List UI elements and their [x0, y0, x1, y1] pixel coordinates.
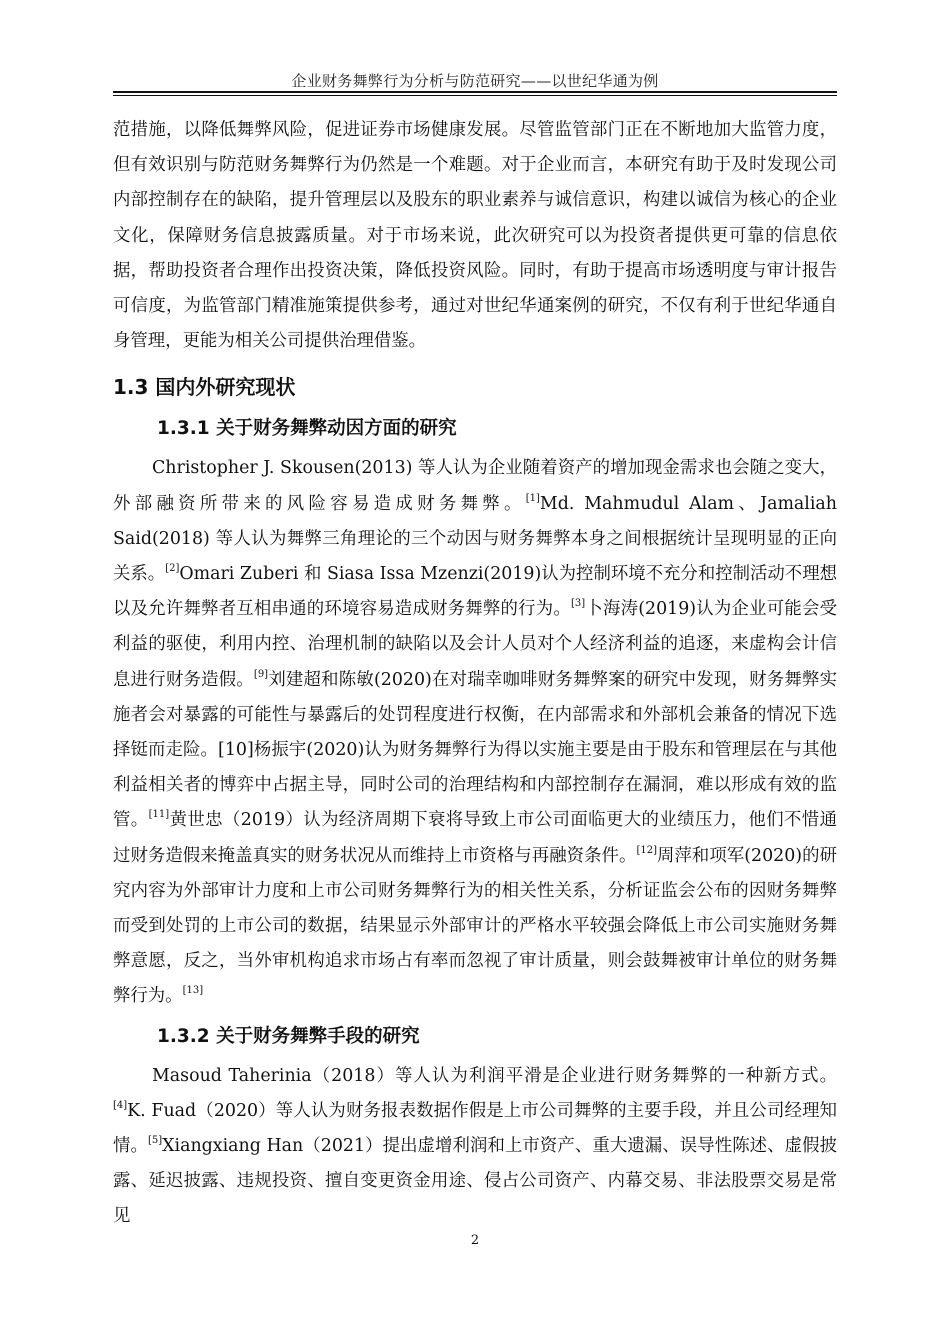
- text-segment: Md. Mahmudul Alam、Jamaliah Said(2018) 等人认为舞弊三角理论的三个动因与财务舞弊本身之间根据统计呈现明显的正向关系。: [113, 493, 837, 585]
- motive-paragraph: [113, 451, 837, 1014]
- citation-ref: [9]: [253, 668, 269, 680]
- header-rule-thin: [113, 95, 837, 96]
- citation-ref: [3]: [571, 598, 586, 610]
- citation-ref: [5]: [147, 1135, 163, 1147]
- text-segment: Masoud Taherinia（2018）等人认为利润平滑是企业进行财务舞弊的一种新方式。: [152, 1065, 837, 1086]
- text-segment: 卜海涛(2019)认为企业可能会受利益的驱使，利用内控、治理机制的缺陷以及会计人员对个人经济利益的追逐，来虚构会计信息进行财务造假。: [113, 599, 837, 690]
- header-rule: [113, 91, 837, 93]
- text-segment: K. Fuad（2020）等人认为财务报表数据作假是上市公司舞弊的主要手段，并且公司经理知情。: [113, 1100, 837, 1157]
- running-header: 企业财务舞弊行为分析与防范研究——以世纪华通为例: [291, 72, 659, 90]
- text-segment: Omari Zuberi 和 Siasa Issa Mzenzi(2019)认为控制环境不充分和控制活动不理想以及允许舞弊者互相串通的环境容易造成财务舞弊的行为。: [113, 564, 837, 620]
- intro-paragraph: 范措施，以降低舞弊风险，促进证券市场健康发展。尽管监管部门正在不断地加大监管力度，但有效识别与防范财务舞弊行为仍然是一个难题。对于企业而言，本研究有助于及时发现公司内部控制存在的缺陷，提升管理层以及股东的职业素养与诚信意识，构建以诚信为核心的企业文化，保障财务信息披露质量。对于市场来说，此次研究可以为投资者提供更可靠的信息依据，帮助投资者合理作出投资决策，降低投资风险。同时，有助于提高市场透明度与审计报告可信度，为监管部门精准施策提供参考，通过对世纪华通案例的研究，不仅有利于世纪华通自身管理，更能为相关公司提供治理借鉴。: [113, 120, 837, 352]
- citation-ref: [12]: [636, 844, 657, 856]
- text-segment: 周萍和项军(2020)的研究内容为外部审计力度和上市公司财务舞弊行为的相关性关系，分析证监会公布的因财务舞弊而受到处罚的上市公司的数据，结果显示外部审计的严格水平较强会降低上市公司实施财务舞弊意愿，反之，当外审机构追求市场占有率而忽视了审计质量，则会鼓舞被审计单位的财务舞弊行为。: [113, 845, 837, 1007]
- page-number: 2: [470, 1233, 480, 1248]
- text-segment: 刘建超和陈敏(2020)在对瑞幸咖啡财务舞弊案的研究中发现，财务舞弊实施者会对暴露的可能性与暴露后的处罚程度进行权衡，在内部需求和外部机会兼备的情况下选择铤而走险。[10]杨振宇(2020)认为财务舞弊行为得以实施主要是由于股东和管理层在与其他利益相关者的博弈中占据主导，同时公司的治理结构和内部控制存在漏洞，难以形成有效的监管。: [113, 669, 837, 831]
- citation-ref: [11]: [148, 809, 170, 821]
- page-content: [113, 113, 837, 1235]
- citation-ref: [1]: [525, 492, 540, 504]
- citation-ref: [13]: [182, 985, 204, 997]
- text-segment: Xiangxiang Han（2021）提出虚增利润和上市资产、重大遗漏、误导性陈述、虚假披露、延迟披露、违规投资、擅自变更资金用途、侵占公司资产、内幕交易、非法股票交易是常见: [113, 1136, 837, 1227]
- text-segment: Christopher J. Skousen(2013) 等人认为企业随着资产的增加现金需求也会随之变大，外部融资所带来的风险容易造成财务舞弊。: [113, 458, 837, 514]
- section-heading: 1.3 国内外研究现状: [113, 375, 296, 400]
- citation-ref: [2]: [165, 563, 180, 575]
- means-paragraph: [113, 1059, 837, 1235]
- text-segment: 黄世忠（2019）认为经济周期下衰将导致上市公司面临更大的业绩压力，他们不惜通过财务造假来掩盖真实的财务状况从而维持上市资格与再融资条件。: [113, 810, 837, 866]
- citation-ref: [4]: [113, 1099, 128, 1111]
- subsection-heading-1: 1.3.1 关于财务舞弊动因方面的研究: [157, 418, 457, 440]
- subsection-heading-2: 1.3.2 关于财务舞弊手段的研究: [157, 1025, 420, 1047]
